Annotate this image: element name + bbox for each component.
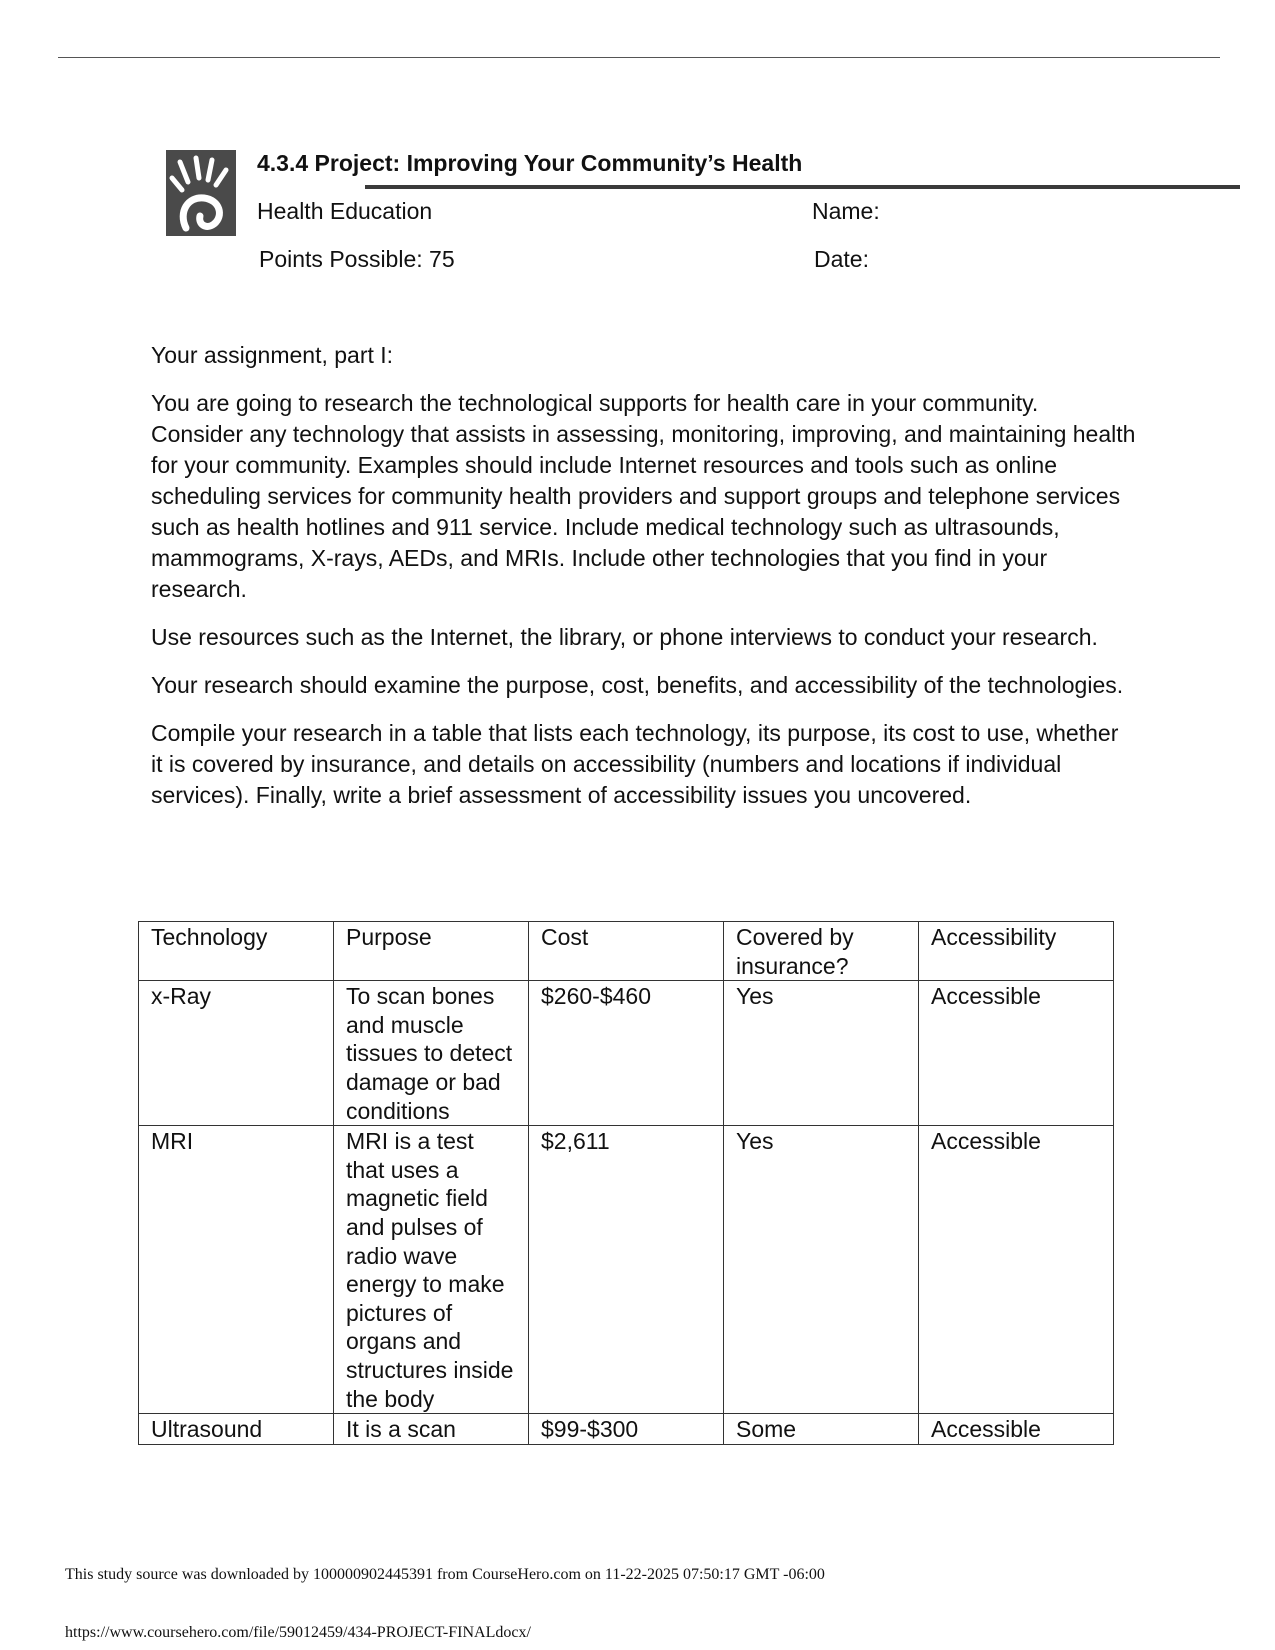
assignment-heading: Your assignment, part I: [151,342,394,368]
cell-cost: $2,611 [529,1126,724,1414]
date-label: Date: [814,246,869,272]
header-insurance: Covered by insurance? [724,922,919,981]
cell-accessibility: Accessible [919,1126,1114,1414]
cell-accessibility: Accessible [919,981,1114,1126]
table-row [139,1126,1114,1414]
cell-purpose: MRI is a test that uses a magnetic field and pulses of radio wave energy to make pictures of organs and structures inside the body [334,1126,529,1414]
instruction-paragraph: Compile your research in a table that lists each technology, its purpose, its cost to use, whether it is covered by insurance, and details on accessibility (numbers and locations if individual services). Finally, write a brief assessment of accessibility issues you uncovered. [151,720,1119,808]
table-row [139,1414,1114,1445]
title-underline [365,185,1240,189]
header-accessibility: Accessibility [919,922,1114,981]
instruction-paragraph: You are going to research the technological supports for health care in your community. Consider any technology that assists in assessing, monitoring, improving, and maintaining health for your community. Examples should include Internet resources and tools such as online scheduling services for community health providers and support groups and telephone services such as health hotlines and 911 service. Include medical technology such as ultrasounds, mammograms, X-rays, AEDs, and MRIs. Include other technologies that you find in your research. [151,390,1136,602]
technology-table [138,921,1114,1445]
cell-cost: $260-$460 [529,981,724,1126]
header-purpose: Purpose [334,922,529,981]
cell-purpose: It is a scan [334,1414,529,1445]
instruction-paragraph: Your research should examine the purpose, cost, benefits, and accessibility of the technologies. [151,672,1124,698]
cell-purpose: To scan bones and muscle tissues to detect damage or bad conditions [334,981,529,1126]
sun-figure-logo-icon [166,150,236,236]
cell-insurance: Yes [724,1126,919,1414]
table-header-row [139,922,1114,981]
header-technology: Technology [139,922,334,981]
name-label: Name: [812,198,880,224]
course-name: Health Education [257,198,433,224]
source-url[interactable]: https://www.coursehero.com/file/59012459/434-PROJECT-FINALdocx/ [65,1624,531,1641]
assignment-instructions [151,340,1136,828]
header-cost: Cost [529,922,724,981]
top-divider [58,57,1220,58]
cell-technology: x-Ray [139,981,334,1126]
cell-technology: MRI [139,1126,334,1414]
points-possible: Points Possible: 75 [259,246,455,272]
download-note: This study source was downloaded by 100000902445391 from CourseHero.com on 11-22-2025 07:50:17 GMT -06:00 [65,1566,825,1583]
cell-accessibility: Accessible [919,1414,1114,1445]
cell-insurance: Some [724,1414,919,1445]
cell-insurance: Yes [724,981,919,1126]
cell-technology: Ultrasound [139,1414,334,1445]
table-row [139,981,1114,1126]
cell-cost: $99-$300 [529,1414,724,1445]
page-title: 4.3.4 Project: Improving Your Community’s Health [257,150,803,176]
instruction-paragraph: Use resources such as the Internet, the library, or phone interviews to conduct your research. [151,624,1098,650]
